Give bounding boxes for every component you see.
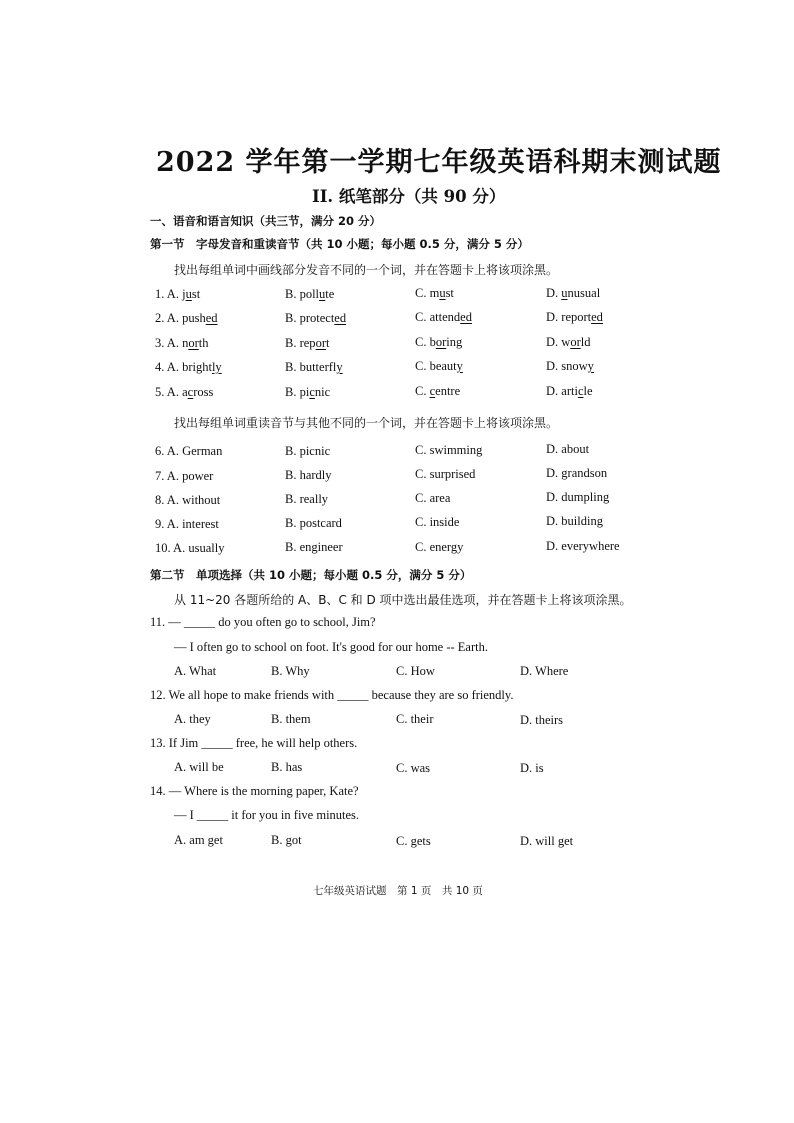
underlined-part: c [429,384,436,398]
q9-a: 9. A. interest [155,517,219,531]
word-part: nusual [567,286,601,300]
q6-d: D. about [546,442,590,456]
q1-option-b [285,287,334,302]
underlined-part: c [187,385,194,399]
q4-option-a [155,360,222,375]
underlined-part: u [561,286,568,300]
section1-heading: 第一节 字母发音和重读音节（共 10 小题；每小题 0.5 分，满分 5 分） [150,237,529,251]
q8-a: 8. A. without [155,493,221,507]
word-part: C. beaut [415,359,457,373]
q4-option-c [415,359,463,374]
q8-d: D. dumpling [546,490,610,504]
paper-section-title: II. 纸笔部分（共 90 分） [312,187,506,206]
word-part: bright [182,360,212,374]
word-part: B. butterfl [285,360,337,374]
q1-option-d [546,286,600,301]
word-part: D. w [546,335,571,349]
question-number: 5. A. [155,385,183,399]
q12-option-a: A. they [174,712,211,726]
q7-b: B. hardly [285,468,332,482]
q7-a: 7. A. power [155,469,214,483]
q9-b: B. postcard [285,516,342,530]
q11-option-b: B. Why [271,664,310,678]
part-heading: 一、语音和语言知识（共三节，满分 20 分） [150,214,382,228]
section1-instruction-b: 找出每组单词重读音节与其他不同的一个词，并在答题卡上将该项涂黑。 [174,416,559,430]
q12-option-d: D. theirs [520,713,564,727]
underlined-part: or [435,335,447,349]
q2-option-b [285,311,346,326]
q11-option-a: A. What [174,664,217,678]
word-part: ing [446,335,463,349]
q4-option-b [285,360,343,375]
q2-option-d [546,310,603,325]
q5-option-c [415,384,460,399]
question-number: 2. A. [155,311,183,325]
word-part: B. protect [285,311,335,325]
word-part: t [325,336,330,350]
word-part: th [198,336,209,350]
underlined-part: ed [591,310,603,324]
question-number: 3. A. [155,336,183,350]
q13-option-a: A. will be [174,760,224,774]
word-part: B. poll [285,287,320,301]
q13-stem: 13. If Jim _____ free, he will help others. [150,736,358,750]
word-part: st [191,287,201,301]
underlined-part: ly [211,360,222,374]
underlined-part: or [315,336,326,350]
underlined-part: or [188,336,199,350]
q13-option-d: D. is [520,761,544,775]
q4-option-d [546,359,594,374]
q7-c: C. surprised [415,467,476,481]
q13-option-b: B. has [271,760,303,774]
q2-option-a [155,311,218,326]
word-part: D. arti [546,384,578,398]
underlined-part: u [319,287,326,301]
underlined-part: c [577,384,584,398]
q6-b: B. picnic [285,444,331,458]
underlined-part: or [570,335,581,349]
word-part: a [182,385,188,399]
q5-option-b [285,385,330,400]
exam-title: 2022 学年第一学期七年级英语科期末测试题 [156,147,722,178]
underlined-part: ed [460,310,472,324]
q12-stem: 12. We all hope to make friends with _____ because they are so friendly. [150,688,514,702]
q14-option-c: C. gets [396,834,431,848]
page-footer: 七年级英语试题 第 1 页 共 10 页 [313,885,483,897]
q9-c: C. inside [415,515,460,529]
question-number: 4. A. [155,360,183,374]
word-part: nic [314,385,331,399]
q10-b: B. engineer [285,540,343,554]
word-part: C. b [415,335,436,349]
word-part: C. attend [415,310,461,324]
q14-stem: 14. — Where is the morning paper, Kate? [150,784,359,798]
word-part: te [325,287,335,301]
word-part: B. rep [285,336,316,350]
word-part: n [182,336,189,350]
q12-option-c: C. their [396,712,434,726]
q2-option-c [415,310,472,325]
section2-instruction: 从 11~20 各题所给的 A、B、C 和 D 项中选出最佳选项，并在答题卡上将该项涂黑。 [174,593,632,607]
q11-option-c: C. How [396,664,435,678]
section1-instruction-a: 找出每组单词中画线部分发音不同的一个词，并在答题卡上将该项涂黑。 [174,263,559,277]
word-part: B. pi [285,385,310,399]
q8-b: B. really [285,492,329,506]
q14-option-d: D. will get [520,834,574,848]
underlined-part: y [336,360,343,374]
word-part: st [445,286,454,300]
q3-option-c [415,335,462,350]
word-part: push [182,311,206,325]
section2-heading: 第二节 单项选择（共 10 小题；每小题 0.5 分，满分 5 分） [150,568,472,582]
underlined-part: y [587,359,594,373]
question-number: 1. A. [155,287,183,301]
q6-a: 6. A. German [155,444,223,458]
q12-option-b: B. them [271,712,311,726]
q1-option-c [415,286,454,301]
word-part: ross [193,385,214,399]
q7-d: D. grandson [546,466,608,480]
q3-option-b [285,336,329,351]
q9-d: D. building [546,514,603,528]
q11-reply: — I often go to school on foot. It's good for our home -- Earth. [174,640,488,654]
underlined-part: c [309,385,315,399]
underlined-part: ed [334,311,347,325]
word-part: D. snow [546,359,588,373]
word-part: C. m [415,286,440,300]
q10-a: 10. A. usually [155,541,225,555]
q5-option-a [155,385,213,400]
q14-reply: — I _____ it for you in five minutes. [174,808,360,822]
q13-option-c: C. was [396,761,431,775]
q11-option-d: D. Where [520,664,569,678]
underlined-part: ed [205,311,218,325]
q3-option-a [155,336,209,351]
q6-c: C. swimming [415,443,483,457]
underlined-part: u [439,286,446,300]
q8-c: C. area [415,491,451,505]
q10-c: C. energy [415,540,464,554]
underlined-part: y [456,359,463,373]
word-part: entre [435,384,461,398]
q14-option-a: A. am get [174,833,223,847]
word-part: C. [415,384,430,398]
word-part: ld [580,335,591,349]
q1-option-a [155,287,200,302]
word-part: D. [546,286,562,300]
word-part: le [583,384,593,398]
q11-stem: 11. — _____ do you often go to school, Jim? [150,615,376,629]
q5-option-d [546,384,593,399]
q14-option-b: B. got [271,833,302,847]
word-part: j [182,287,186,301]
q10-d: D. everywhere [546,539,620,553]
underlined-part: u [185,287,192,301]
q3-option-d [546,335,590,350]
word-part: D. report [546,310,592,324]
